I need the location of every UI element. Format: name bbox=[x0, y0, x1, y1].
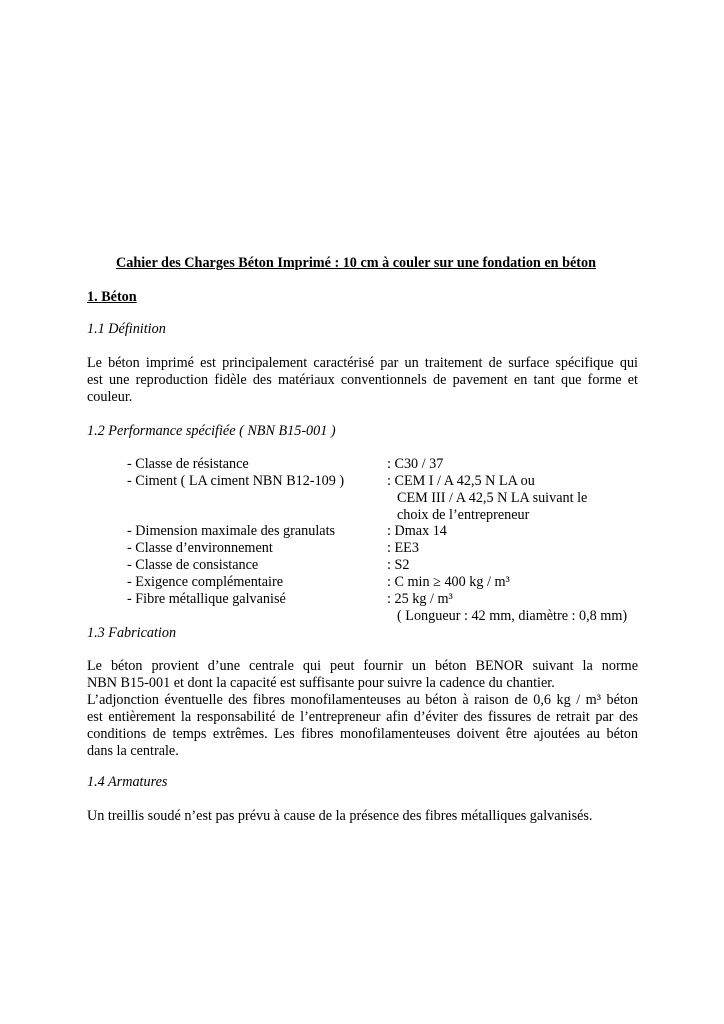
spec-value: CEM III / A 42,5 N LA suivant le bbox=[397, 490, 588, 506]
paragraph-line: L’adjonction éventuelle des fibres monofilamenteuses au béton à raison de 0,6 kg / m³ béton bbox=[87, 692, 638, 708]
spec-value: : EE3 bbox=[387, 540, 419, 556]
spec-label: - Classe de résistance bbox=[127, 456, 249, 472]
fabrication-paragraph bbox=[87, 658, 638, 760]
definition-paragraph bbox=[87, 355, 638, 406]
spec-label: - Classe de consistance bbox=[127, 557, 259, 573]
spec-label: - Exigence complémentaire bbox=[127, 574, 283, 590]
spec-value: : 25 kg / m³ bbox=[387, 591, 453, 607]
section-heading-beton: 1. Béton bbox=[87, 289, 137, 305]
armatures-text: Un treillis soudé n’est pas prévu à cause de la présence des fibres métalliques galvanisés. bbox=[87, 808, 593, 824]
subsection-heading-armatures: 1.4 Armatures bbox=[87, 774, 168, 790]
subsection-heading-definition: 1.1 Définition bbox=[87, 321, 166, 337]
subsection-heading-fabrication: 1.3 Fabrication bbox=[87, 625, 177, 641]
paragraph-line: NBN B15-001 et dont la capacité est suffisante pour suivre la cadence du chantier. bbox=[87, 675, 555, 691]
document-title: Cahier des Charges Béton Imprimé : 10 cm à couler sur une fondation en béton bbox=[116, 255, 597, 271]
spec-label: - Fibre métallique galvanisé bbox=[127, 591, 286, 607]
paragraph-line: conditions de temps extrêmes. Les fibres monofilamenteuses doivent être ajoutées au béton bbox=[87, 726, 638, 742]
spec-value: : C min ≥ 400 kg / m³ bbox=[387, 574, 510, 590]
spec-value: ( Longueur : 42 mm, diamètre : 0,8 mm) bbox=[397, 608, 628, 624]
paragraph-line: Le béton provient d’une centrale qui peut fournir un béton BENOR suivant la norme bbox=[87, 658, 638, 674]
paragraph-line: est entièrement la responsabilité de l’entrepreneur afin d’éviter des fissures de retrait par des bbox=[87, 709, 638, 725]
subsection-heading-performance: 1.2 Performance spécifiée ( NBN B15-001 ) bbox=[87, 423, 336, 439]
paragraph-line: dans la centrale. bbox=[87, 743, 179, 759]
paragraph-line: couleur. bbox=[87, 389, 133, 405]
spec-label: - Ciment ( LA ciment NBN B12-109 ) bbox=[127, 473, 345, 489]
spec-value: : CEM I / A 42,5 N LA ou bbox=[387, 473, 535, 489]
spec-value: : C30 / 37 bbox=[387, 456, 444, 472]
paragraph-line: est une reproduction fidèle des matériaux conventionnels de pavement en tant que forme et bbox=[87, 372, 638, 388]
spec-value: : S2 bbox=[387, 557, 410, 573]
spec-value: : Dmax 14 bbox=[387, 523, 447, 539]
spec-label: - Dimension maximale des granulats bbox=[127, 523, 336, 539]
spec-value: choix de l’entrepreneur bbox=[397, 507, 530, 523]
paragraph-line: Le béton imprimé est principalement caractérisé par un traitement de surface spécifique qui bbox=[87, 355, 638, 371]
spec-label: - Classe d’environnement bbox=[127, 540, 273, 556]
